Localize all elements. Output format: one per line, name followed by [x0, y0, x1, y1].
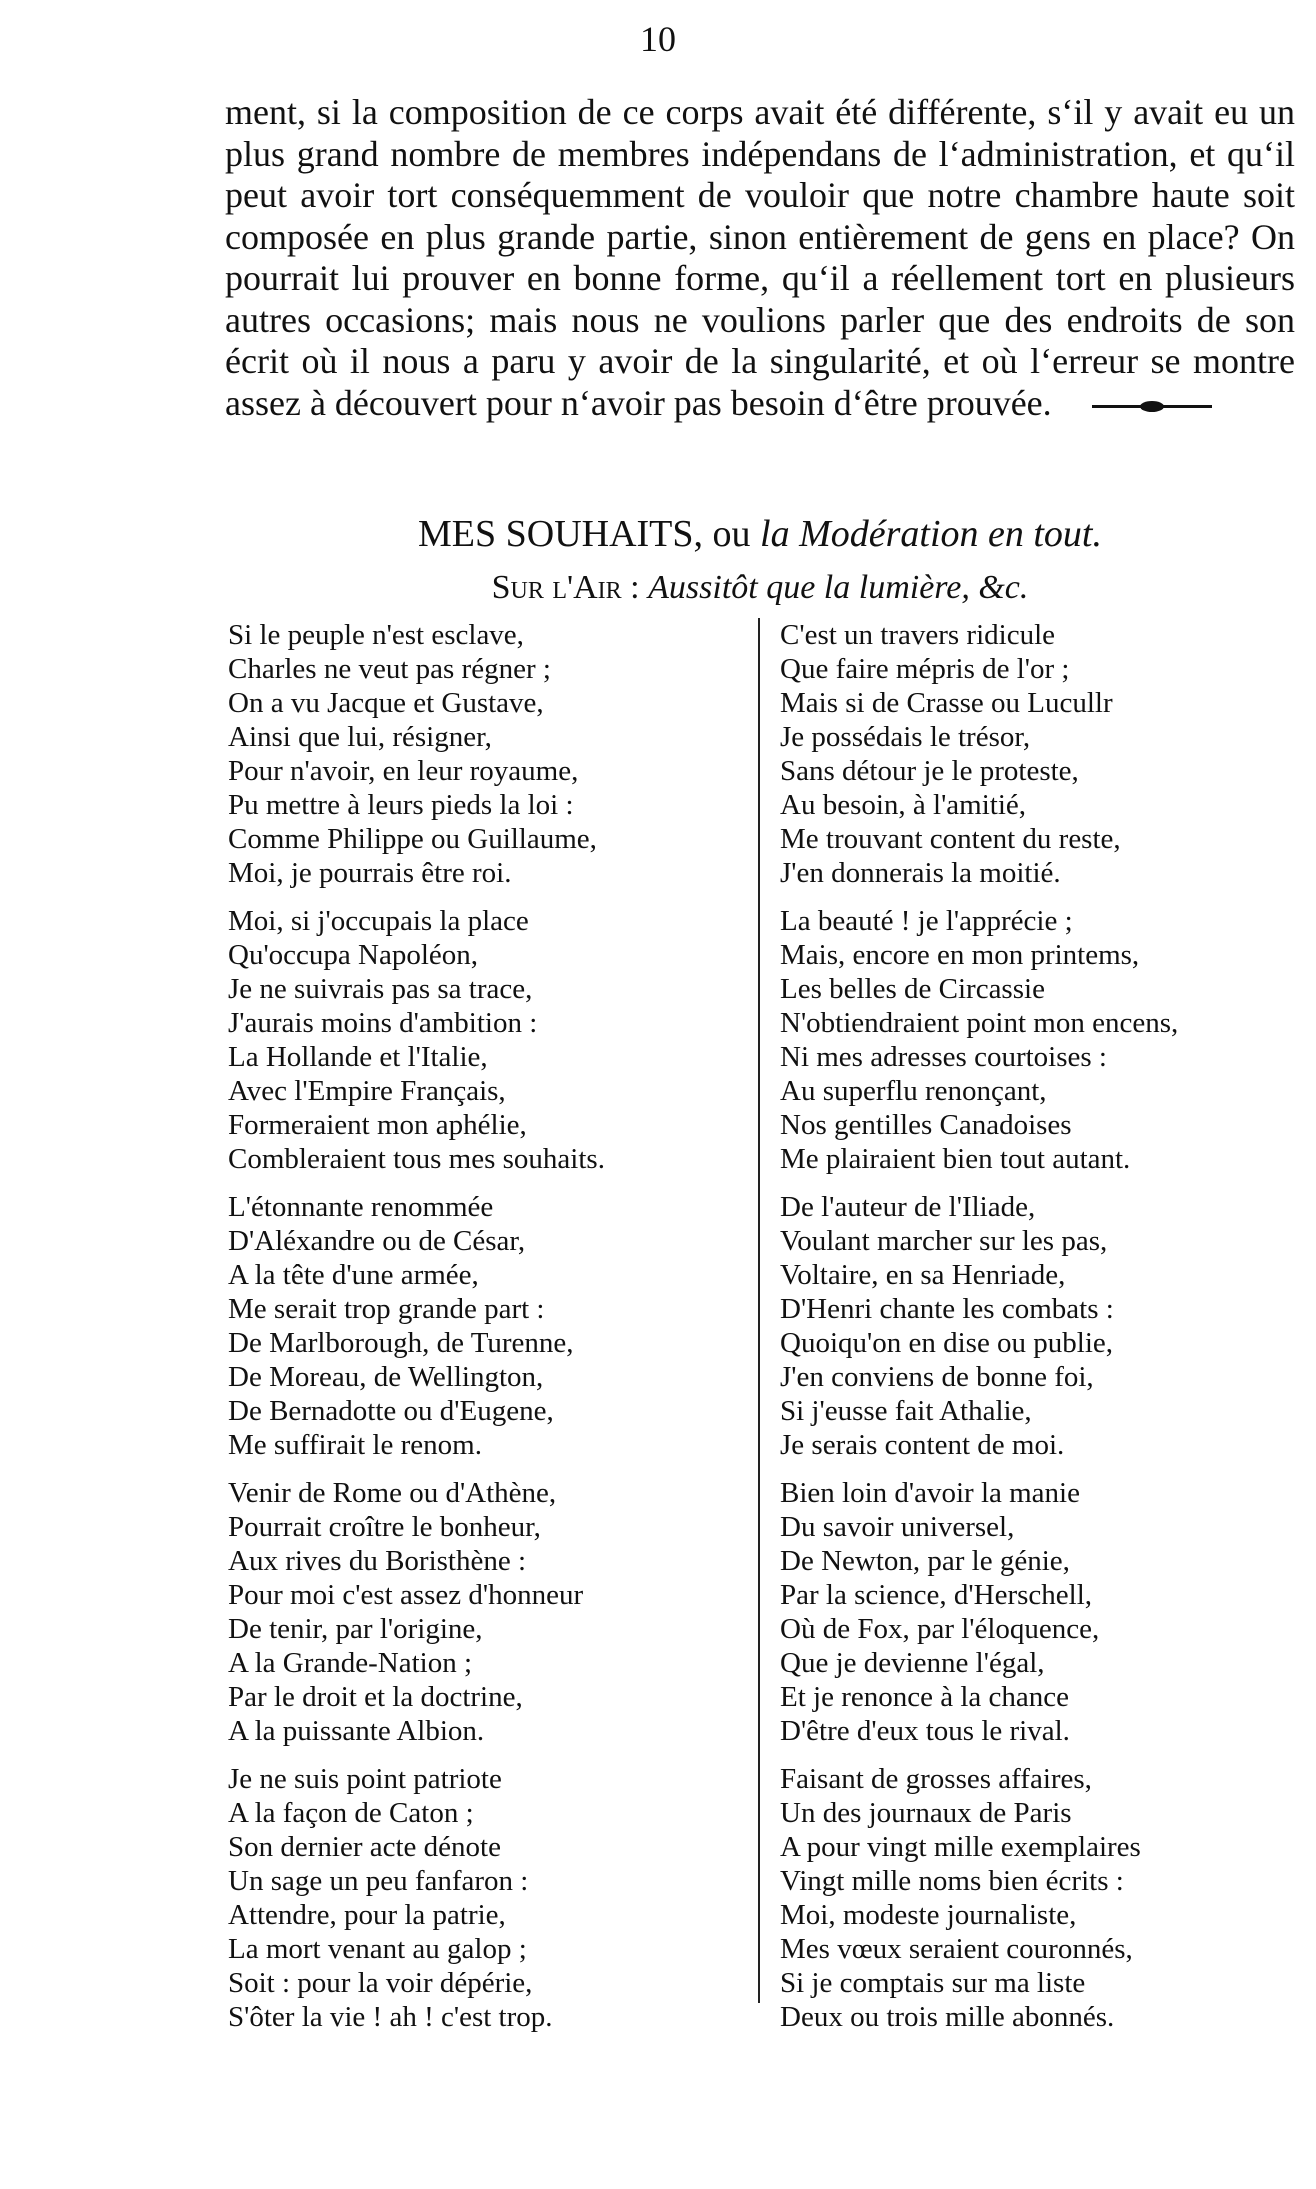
verse-line: Attendre, pour la patrie, [228, 1899, 506, 1931]
left-column [228, 618, 768, 2048]
verse-line: A la puissante Albion. [228, 1715, 485, 1747]
poem-title-main: MES SOUHAITS, [417, 513, 704, 555]
verse-line: Au superflu renonçant, [780, 1075, 1047, 1107]
verse-line: Que je devienne l'égal, [780, 1647, 1045, 1679]
verse-line: A la tête d'une armée, [228, 1259, 479, 1291]
verse-line: Au besoin, à l'amitié, [780, 789, 1027, 821]
verse-line: Mes vœux seraient couronnés, [780, 1933, 1133, 1965]
verse-line: Pourrait croître le bonheur, [228, 1511, 541, 1543]
verse-line: La Hollande et l'Italie, [228, 1041, 488, 1073]
verse-line: Venir de Rome ou d'Athène, [228, 1477, 557, 1509]
verse-line: Si le peuple n'est esclave, [228, 619, 524, 651]
verse-line: Moi, je pourrais être roi. [228, 857, 512, 889]
verse-line: Moi, si j'occupais la place [228, 905, 529, 937]
verse-line: Me serait trop grande part : [228, 1293, 545, 1325]
verse-line: Son dernier acte dénote [228, 1831, 501, 1863]
verse-line: On a vu Jacque et Gustave, [228, 687, 544, 719]
stanza [228, 1762, 768, 2034]
verse-line: Moi, modeste journaliste, [780, 1899, 1077, 1931]
verse-line: Me trouvant content du reste, [780, 823, 1121, 855]
stanza [780, 1762, 1316, 2034]
poem-title-connector: ou [712, 513, 751, 555]
stanza [228, 1190, 768, 1462]
verse-line: Nos gentilles Canadoises [780, 1109, 1072, 1141]
stanza [228, 1476, 768, 1748]
ornament-rule [1092, 405, 1212, 408]
verse-line: Un sage un peu fanfaron : [228, 1865, 529, 1897]
stanza [228, 618, 768, 890]
verse-line: Formeraient mon aphélie, [228, 1109, 527, 1141]
verse-line: D'Henri chante les combats : [780, 1293, 1114, 1325]
verse-line: L'étonnante renommée [228, 1191, 494, 1223]
verse-line: Soit : pour la voir dépérie, [228, 1967, 533, 1999]
verse-line: De Bernadotte ou d'Eugene, [228, 1395, 554, 1427]
verse-line: Par la science, d'Herschell, [780, 1579, 1093, 1611]
verse-line: Vingt mille noms bien écrits : [780, 1865, 1124, 1897]
page-number: 10 [640, 19, 676, 59]
verse-line: Ainsi que lui, résigner, [228, 721, 492, 753]
verse-line: Charles ne veut pas régner ; [228, 653, 551, 685]
verse-line: A la façon de Caton ; [228, 1797, 474, 1829]
verse-line: Si j'eusse fait Athalie, [780, 1395, 1032, 1427]
verse-line: Sans détour je le proteste, [780, 755, 1079, 787]
prose-paragraph [225, 92, 1295, 424]
stanza [228, 904, 768, 1176]
verse-line: Quoiqu'on en dise ou publie, [780, 1327, 1114, 1359]
verse-line: Je ne suivrais pas sa trace, [228, 973, 533, 1005]
verse-line: Je ne suis point patriote [228, 1763, 502, 1795]
verse-line: J'en conviens de bonne foi, [780, 1361, 1094, 1393]
verse-line: Me suffirait le renom. [228, 1429, 482, 1461]
verse-line: S'ôter la vie ! ah ! c'est trop. [228, 2001, 553, 2033]
tune-name: Aussitôt que la lumière, &c. [648, 569, 1029, 606]
right-column [780, 618, 1316, 2048]
verse-line: De Newton, par le génie, [780, 1545, 1070, 1577]
verse-line: Me plairaient bien tout autant. [780, 1143, 1131, 1175]
verse-line: Ni mes adresses courtoises : [780, 1041, 1107, 1073]
verse-line: Voltaire, en sa Henriade, [780, 1259, 1066, 1291]
prose-text: ment, si la composition de ce corps avait été différente, s‘il y avait eu un plus grand nombre de membres indépendans de l‘administration, et qu‘il peut avoir tort conséquemment de vouloir que notre chambre haute soit composée en plus grande partie, sinon entièrement de gens en place? On pourrait lui prouver en bonne forme, qu‘il a réellement tort en plusieurs autres occasions; mais nous ne voulions parler que des endroits de son écrit où il nous a paru y avoir de la singularité, et où l‘erreur se montre assez à découvert pour n‘avoir pas besoin d‘être prouvée. [225, 92, 1295, 423]
verse-line: Que faire mépris de l'or ; [780, 653, 1070, 685]
verse-line: Les belles de Circassie [780, 973, 1045, 1005]
verse-line: Et je renonce à la chance [780, 1681, 1070, 1713]
verse-line: De l'auteur de l'Iliade, [780, 1191, 1036, 1223]
verse-line: Si je comptais sur ma liste [780, 1967, 1086, 1999]
verse-line: Avec l'Empire Français, [228, 1075, 506, 1107]
verse-line: Je serais content de moi. [780, 1429, 1065, 1461]
verse-line: Pour n'avoir, en leur royaume, [228, 755, 579, 787]
poem-title-sub: la Modération en tout. [760, 513, 1102, 555]
verse-line: Pu mettre à leurs pieds la loi : [228, 789, 574, 821]
verse-line: D'être d'eux tous le rival. [780, 1715, 1070, 1747]
verse-line: La beauté ! je l'apprécie ; [780, 905, 1073, 937]
stanza [780, 1476, 1316, 1748]
verse-line: Pour moi c'est assez d'honneur [228, 1579, 584, 1611]
tune-label: Sur l'Air : [491, 569, 640, 606]
column-divider [758, 618, 760, 2003]
verse-line: Un des journaux de Paris [780, 1797, 1072, 1829]
verse-line: De Marlborough, de Turenne, [228, 1327, 574, 1359]
verse-line: Je possédais le trésor, [780, 721, 1031, 753]
verse-line: Qu'occupa Napoléon, [228, 939, 479, 971]
stanza [780, 904, 1316, 1176]
verse-line: Voulant marcher sur les pas, [780, 1225, 1108, 1257]
verse-line: Combleraient tous mes souhaits. [228, 1143, 605, 1175]
verse-line: Bien loin d'avoir la manie [780, 1477, 1080, 1509]
verse-line: Où de Fox, par l'éloquence, [780, 1613, 1100, 1645]
stanza [780, 1190, 1316, 1462]
verse-line: N'obtiendraient point mon encens, [780, 1007, 1179, 1039]
verse-line: La mort venant au galop ; [228, 1933, 527, 1965]
verse-line: A pour vingt mille exemplaires [780, 1831, 1141, 1863]
verse-line: Par le droit et la doctrine, [228, 1681, 523, 1713]
verse-line: C'est un travers ridicule [780, 619, 1056, 651]
verse-line: Deux ou trois mille abonnés. [780, 2001, 1115, 2033]
tune-line [225, 566, 1295, 610]
poem-title [225, 510, 1295, 558]
verse-line: J'aurais moins d'ambition : [228, 1007, 538, 1039]
verse-line: A la Grande-Nation ; [228, 1647, 473, 1679]
verse-line: De tenir, par l'origine, [228, 1613, 483, 1645]
verse-line: Mais, encore en mon printems, [780, 939, 1140, 971]
verse-line: Comme Philippe ou Guillaume, [228, 823, 597, 855]
stanza [780, 618, 1316, 890]
verse-line: Mais si de Crasse ou Lucullr [780, 687, 1113, 719]
verse-line: De Moreau, de Wellington, [228, 1361, 544, 1393]
verse-line: J'en donnerais la moitié. [780, 857, 1061, 889]
verse-line: D'Aléxandre ou de César, [228, 1225, 526, 1257]
verse-line: Aux rives du Boristhène : [228, 1545, 527, 1577]
verse-line: Faisant de grosses affaires, [780, 1763, 1092, 1795]
verse-line: Du savoir universel, [780, 1511, 1015, 1543]
